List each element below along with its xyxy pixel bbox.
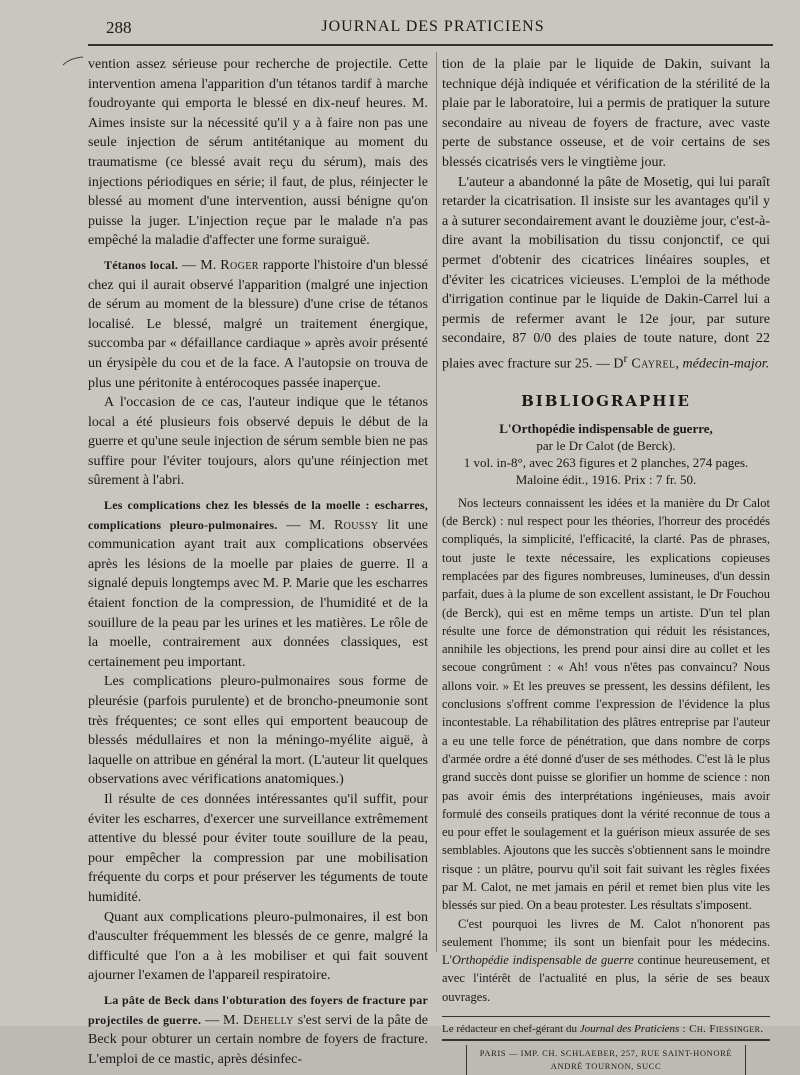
- footer-rule-double: [442, 1039, 770, 1041]
- rubric-dash: — M.: [277, 517, 334, 533]
- header-rule: [88, 44, 773, 46]
- rubric-dash: — M.: [201, 1012, 243, 1028]
- rubric-tetanos-local: Tétanos local.: [104, 257, 179, 272]
- book-details: 1 vol. in-8°, avec 263 figures et 2 planches, 274 pages.: [463, 454, 749, 470]
- footer-rule: [442, 1016, 770, 1017]
- review-book-title: Orthopédie indispensable de guerre: [451, 953, 634, 968]
- editor-name: : Ch. Fiessinger.: [679, 1023, 764, 1036]
- author-dehelly: Dehelly: [242, 1012, 294, 1028]
- paragraph-dakin: tion de la plaie par le liquide de Dakin, suivant la technique déjà indiquée et vérification de la stérilité de la plaie par le laboratoire, lui a permis de pratiquer la suture secondaire au niveau de foyers de fracture, avec vaste perte de substance osseuse, et de voir certains de ses blessés cicatrisés vers le vingtième jour.: [442, 57, 770, 170]
- review-paragraph-2: [442, 915, 770, 1006]
- printer-line-2: ANDRÉ TOURNON, SUCC: [550, 1061, 662, 1072]
- section-text: lit une communication ayant trait aux complications observées après les lésions de la moelle par plaies de guerre. Il a signalé depuis longtemps avec M. P. Marie que les escharres étaient fonction de la compression, de l'humidité et de la souillure de la peau par les urines et les matières. Le rôle de la moelle, contrairement aux données classiques, est certainement peu important.: [88, 517, 429, 670]
- author-roussy: Roussy: [333, 517, 379, 533]
- book-title: L'Orthopédie indispensable de guerre,: [499, 420, 713, 436]
- left-column: [88, 55, 428, 1069]
- journal-title: JOURNAL DES PRATICIENS: [321, 18, 545, 35]
- section-text: s'est servi de la pâte de Beck pour obturer un certain nombre de foyers de fracture. L'emploi de ce mastic, après désinfec-: [88, 1012, 429, 1067]
- paragraph-mosetig-text: L'auteur a abandonné la pâte de Mosetig, qui lui paraît retarder la cicatrisation. Il insiste sur les avantages qu'il y a à suturer secondairement avant le douzième jour, c'est-à-dire avant la mobilisation du tissu conjonctif, ce qui permet d'obtenir des cicatrices linéaires souples, et d'éviter les cicatrices vicieuses. L'emploi de la méthode d'irrigation continue par le liquide de Dakin-Carrel lui a permis de refermer avant le 12e jour, par suture secondaire, 87 0/0 des plaies de toute nature, dont 22 plaies avec fracture sur 25. — D: [442, 174, 770, 372]
- review-paragraph-1: Nos lecteurs connaissent les idées et la manière du Dr Calot (de Berck) : nul respect pour les théories, l'horreur des procédés compliqués, la simplicité, l'efficacité, la clarté. Pas de phrases, tout juste le texte nécessaire, les explications copieuses remplacées par des figures nombreuses, lumineuses, d'un dessin parfait, dues à la plume de son excellent assistant, le Dr Fouchou (de Berck), qui est en même temps un artiste. D'un tel plan résulte une force de démonstration qui réduit les résistances, annihile les objections, les prend pour ainsi dire au collet et les secoue congrûment : « Ah! vous n'êtes pas convaincu? Nous allons voir. » Et les preuves se pressent, les dessins défilent, les conclusions s'offrent comme l'expression de l'évidence la plus incontestable. La réhabilitation des plâtres entreprise par l'auteur a eu une telle force de pénétration, que dans nombre de corps d'armée ordre a été donné d'user de ses méthodes. C'est là le plus grand succès dont puisse se glorifier un homme de science : non pas avoir émis des interprétations ingénieuses, mais avoir formulé des conseils pratiques dont la vérité reconnue de tous a eu pour effet le soulagement et la guérison mieux assurée de ses semblables. Ajoutons que les succès s'obtiennent sans le moindre risque : un plâtre, pourvu qu'il soit fait suivant les règles fixées par M. Calot, ne met jamais en péril et remet bien plus vite les blessés sur pied. On a beau protester. Les résultats s'imposent.: [442, 495, 770, 913]
- paragraph-tetanos-tardif: vention assez sérieuse pour recherche de projectile. Cette intervention amena l'apparition d'un tétanos tardif à marche foudroyante qui emporta le blessé en dix-neuf heures. M. Aimes insiste sur la nécessité qu'il y a à faire non pas une seule injection de sérum antitétanique au moment du traumatisme (ce blessé avait reçu du sérum), mais des injections périodiques en série; il faut, de plus, réinjecter le blessé au moment d'une intervention, aussi bénigne qu'on puisse la juger. L'injection reçue par le malade n'a pas empêché la maladie d'affecter une forme suraiguë.: [88, 57, 428, 249]
- running-header: [88, 14, 778, 42]
- doctor-abbrev-sup: r: [623, 351, 628, 365]
- paragraph-escharres: Il résulte de ces données intéressantes qu'il suffit, pour éviter les escharres, d'exercer une surveillance extrêmement attentive du blessé pour éviter toute souillure de la peau, pour empêcher la compression par une mobilisation fréquente du corps et pour préserver les téguments de toute humidité.: [88, 791, 428, 905]
- editor-line: [442, 1021, 770, 1037]
- pencil-mark-icon: [62, 56, 84, 66]
- book-author: par le Dr Calot (de Berck).: [536, 437, 676, 453]
- book-publisher: Maloine édit., 1916. Prix : 7 fr. 50.: [515, 471, 697, 487]
- paragraph-mosetig: [442, 173, 770, 375]
- paragraph-tetanos-local-note: A l'occasion de ce cas, l'auteur indique que le tétanos local a été plusieurs fois observé depuis le début de la guerre et qu'une seule injection de sérum semble bien ne pas suffire pour l'éviter toujours, alors qu'une réinjection met sûrement à l'abri.: [88, 395, 428, 489]
- editor-journal: Journal des Praticiens: [579, 1023, 680, 1036]
- rubric-dash: — M.: [178, 257, 221, 273]
- paragraph-auscultation: Quant aux complications pleuro-pulmonaires, il est bon d'ausculter fréquemment les blessés de ce genre, malgré la difficulté que l'on a à les mobiliser et qui fait souvent ajourner l'examen de l'appareil respiratoire.: [88, 909, 428, 984]
- rubric-complications-moelle: Les complications chez les blessés de la moelle : escharres, complications pleuro-pulmonaires.: [88, 498, 428, 532]
- section-text: rapporte l'histoire d'un blessé chez qui il aurait observé l'apparition (malgré une injection de sérum au moment de la blessure) d'une crise de tétanos localisé. Le blessé, malgré un traitement énergique, succomba par « défaillance cardiaque » après avoir présenté un érysipèle du cou et de la face. A l'autopsie on trouva de plus une péritonite à entérocoques passée inaperçue.: [88, 257, 428, 391]
- bibliographie-heading: BIBLIOGRAPHIE: [521, 392, 691, 411]
- printer-imprint: [466, 1045, 746, 1075]
- editor-label: Le rédacteur en chef-gérant du: [442, 1023, 580, 1036]
- section-pate-de-beck: [88, 991, 428, 1069]
- rubric-pate-de-beck: La pâte de Beck dans l'obturation des foyers de fracture par projectiles de guerre.: [88, 992, 428, 1027]
- paragraph-pleuro-pulmonaires: Les complications pleuro-pulmonaires sous forme de pleurésie (parfois purulente) et de broncho-pneumonie sont très fréquentes; ce sont elles qui emportent beaucoup de blessés médullaires et non la méningo-myélite aiguë, à laquelle on attribue en général la mort. (L'auteur lit quelques observations avec vérifications anatomiques.): [88, 674, 428, 788]
- author-roger: Roger: [220, 257, 259, 273]
- section-tetanos-local: [88, 256, 428, 393]
- printer-line-1: PARIS — IMP. CH. SCHLAEBER, 257, RUE SAINT-HONORÉ: [479, 1048, 733, 1059]
- book-reference: [442, 420, 770, 488]
- author-role: , médecin-major.: [675, 356, 770, 372]
- page-number: 288: [106, 18, 132, 37]
- author-cayrel: Cayrel: [627, 356, 676, 372]
- review-text: C'est pourquoi les livres de M. Calot n'honorent pas seulement l'homme; ils sont un bienfait pour les médecins. L': [442, 916, 770, 968]
- right-column: [442, 55, 770, 1075]
- review-text: continue heureusement, et avec l'intérêt de l'actualité en plus, la série de ses beaux ouvrages.: [442, 953, 770, 1004]
- column-divider: [436, 52, 437, 952]
- section-complications-moelle: [88, 496, 428, 672]
